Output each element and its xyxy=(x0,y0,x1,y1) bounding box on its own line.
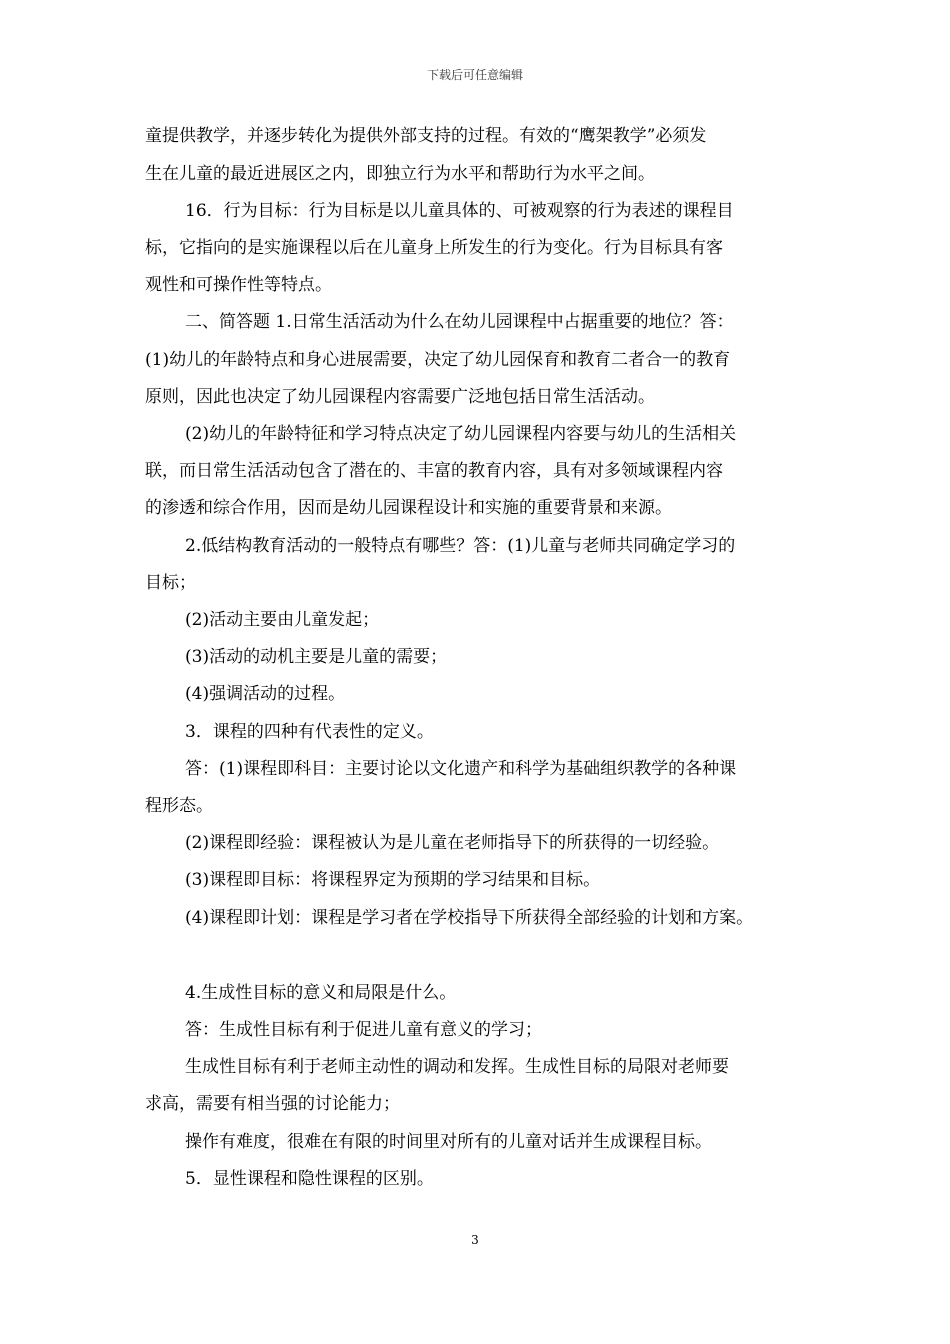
text-line: (2)课程即经验：课程被认为是儿童在老师指导下的所获得的一切经验。 xyxy=(185,833,720,853)
text-line: (2)幼儿的年龄特征和学习特点决定了幼儿园课程内容要与幼儿的生活相关 xyxy=(185,424,737,444)
text-line: 标，它指向的是实施课程以后在儿童身上所发生的行为变化。行为目标具有客 xyxy=(145,238,723,258)
page-number: 3 xyxy=(471,1233,479,1247)
text-line: 求高，需要有相当强的讨论能力； xyxy=(145,1094,400,1114)
text-line: (1)幼儿的年龄特点和身心进展需要，决定了幼儿园保育和教育二者合一的教育 xyxy=(145,350,731,370)
text-line: (2)活动主要由儿童发起； xyxy=(185,610,380,630)
text-line: 生在儿童的最近进展区之内，即独立行为水平和帮助行为水平之间。 xyxy=(145,164,655,184)
text-line: (3)活动的动机主要是儿童的需要； xyxy=(185,647,448,667)
text-line: (4)课程即计划：课程是学习者在学校指导下所获得全部经验的计划和方案。 xyxy=(185,908,754,928)
text-line: 4.生成性目标的意义和局限是什么。 xyxy=(185,983,457,1003)
text-line: 二、简答题 1.日常生活活动为什么在幼儿园课程中占据重要的地位？答： xyxy=(185,312,734,332)
text-line: 目标； xyxy=(145,573,196,593)
text-line: (3)课程即目标：将课程界定为预期的学习结果和目标。 xyxy=(185,870,601,890)
page-header: 下载后可任意编辑 xyxy=(426,68,523,82)
text-line: 操作有难度，很难在有限的时间里对所有的儿童对话并生成课程目标。 xyxy=(185,1132,712,1152)
text-line: 原则，因此也决定了幼儿园课程内容需要广泛地包括日常生活活动。 xyxy=(145,387,655,407)
text-line: (4)强调活动的过程。 xyxy=(185,684,346,704)
text-line: 5．显性课程和隐性课程的区别。 xyxy=(185,1169,434,1189)
text-line: 童提供教学，并逐步转化为提供外部支持的过程。有效的“鹰架教学”必须发 xyxy=(145,126,707,146)
text-line: 程形态。 xyxy=(145,796,213,816)
text-line: 3．课程的四种有代表性的定义。 xyxy=(185,722,434,742)
text-line: 生成性目标有利于老师主动性的调动和发挥。生成性目标的局限对老师要 xyxy=(185,1057,729,1077)
text-line: 观性和可操作性等特点。 xyxy=(145,275,332,295)
text-line: 联，而日常生活活动包含了潜在的、丰富的教育内容，具有对多领域课程内容 xyxy=(145,461,723,481)
text-line: 答：(1)课程即科目：主要讨论以文化遗产和科学为基础组织教学的各种课 xyxy=(185,759,737,779)
text-line: 的渗透和综合作用，因而是幼儿园课程设计和实施的重要背景和来源。 xyxy=(145,498,672,518)
text-line: 16．行为目标：行为目标是以儿童具体的、可被观察的行为表述的课程目 xyxy=(185,201,734,221)
text-line: 2.低结构教育活动的一般特点有哪些？答：(1)儿童与老师共同确定学习的 xyxy=(185,536,736,556)
text-line: 答：生成性目标有利于促进儿童有意义的学习； xyxy=(185,1020,542,1040)
